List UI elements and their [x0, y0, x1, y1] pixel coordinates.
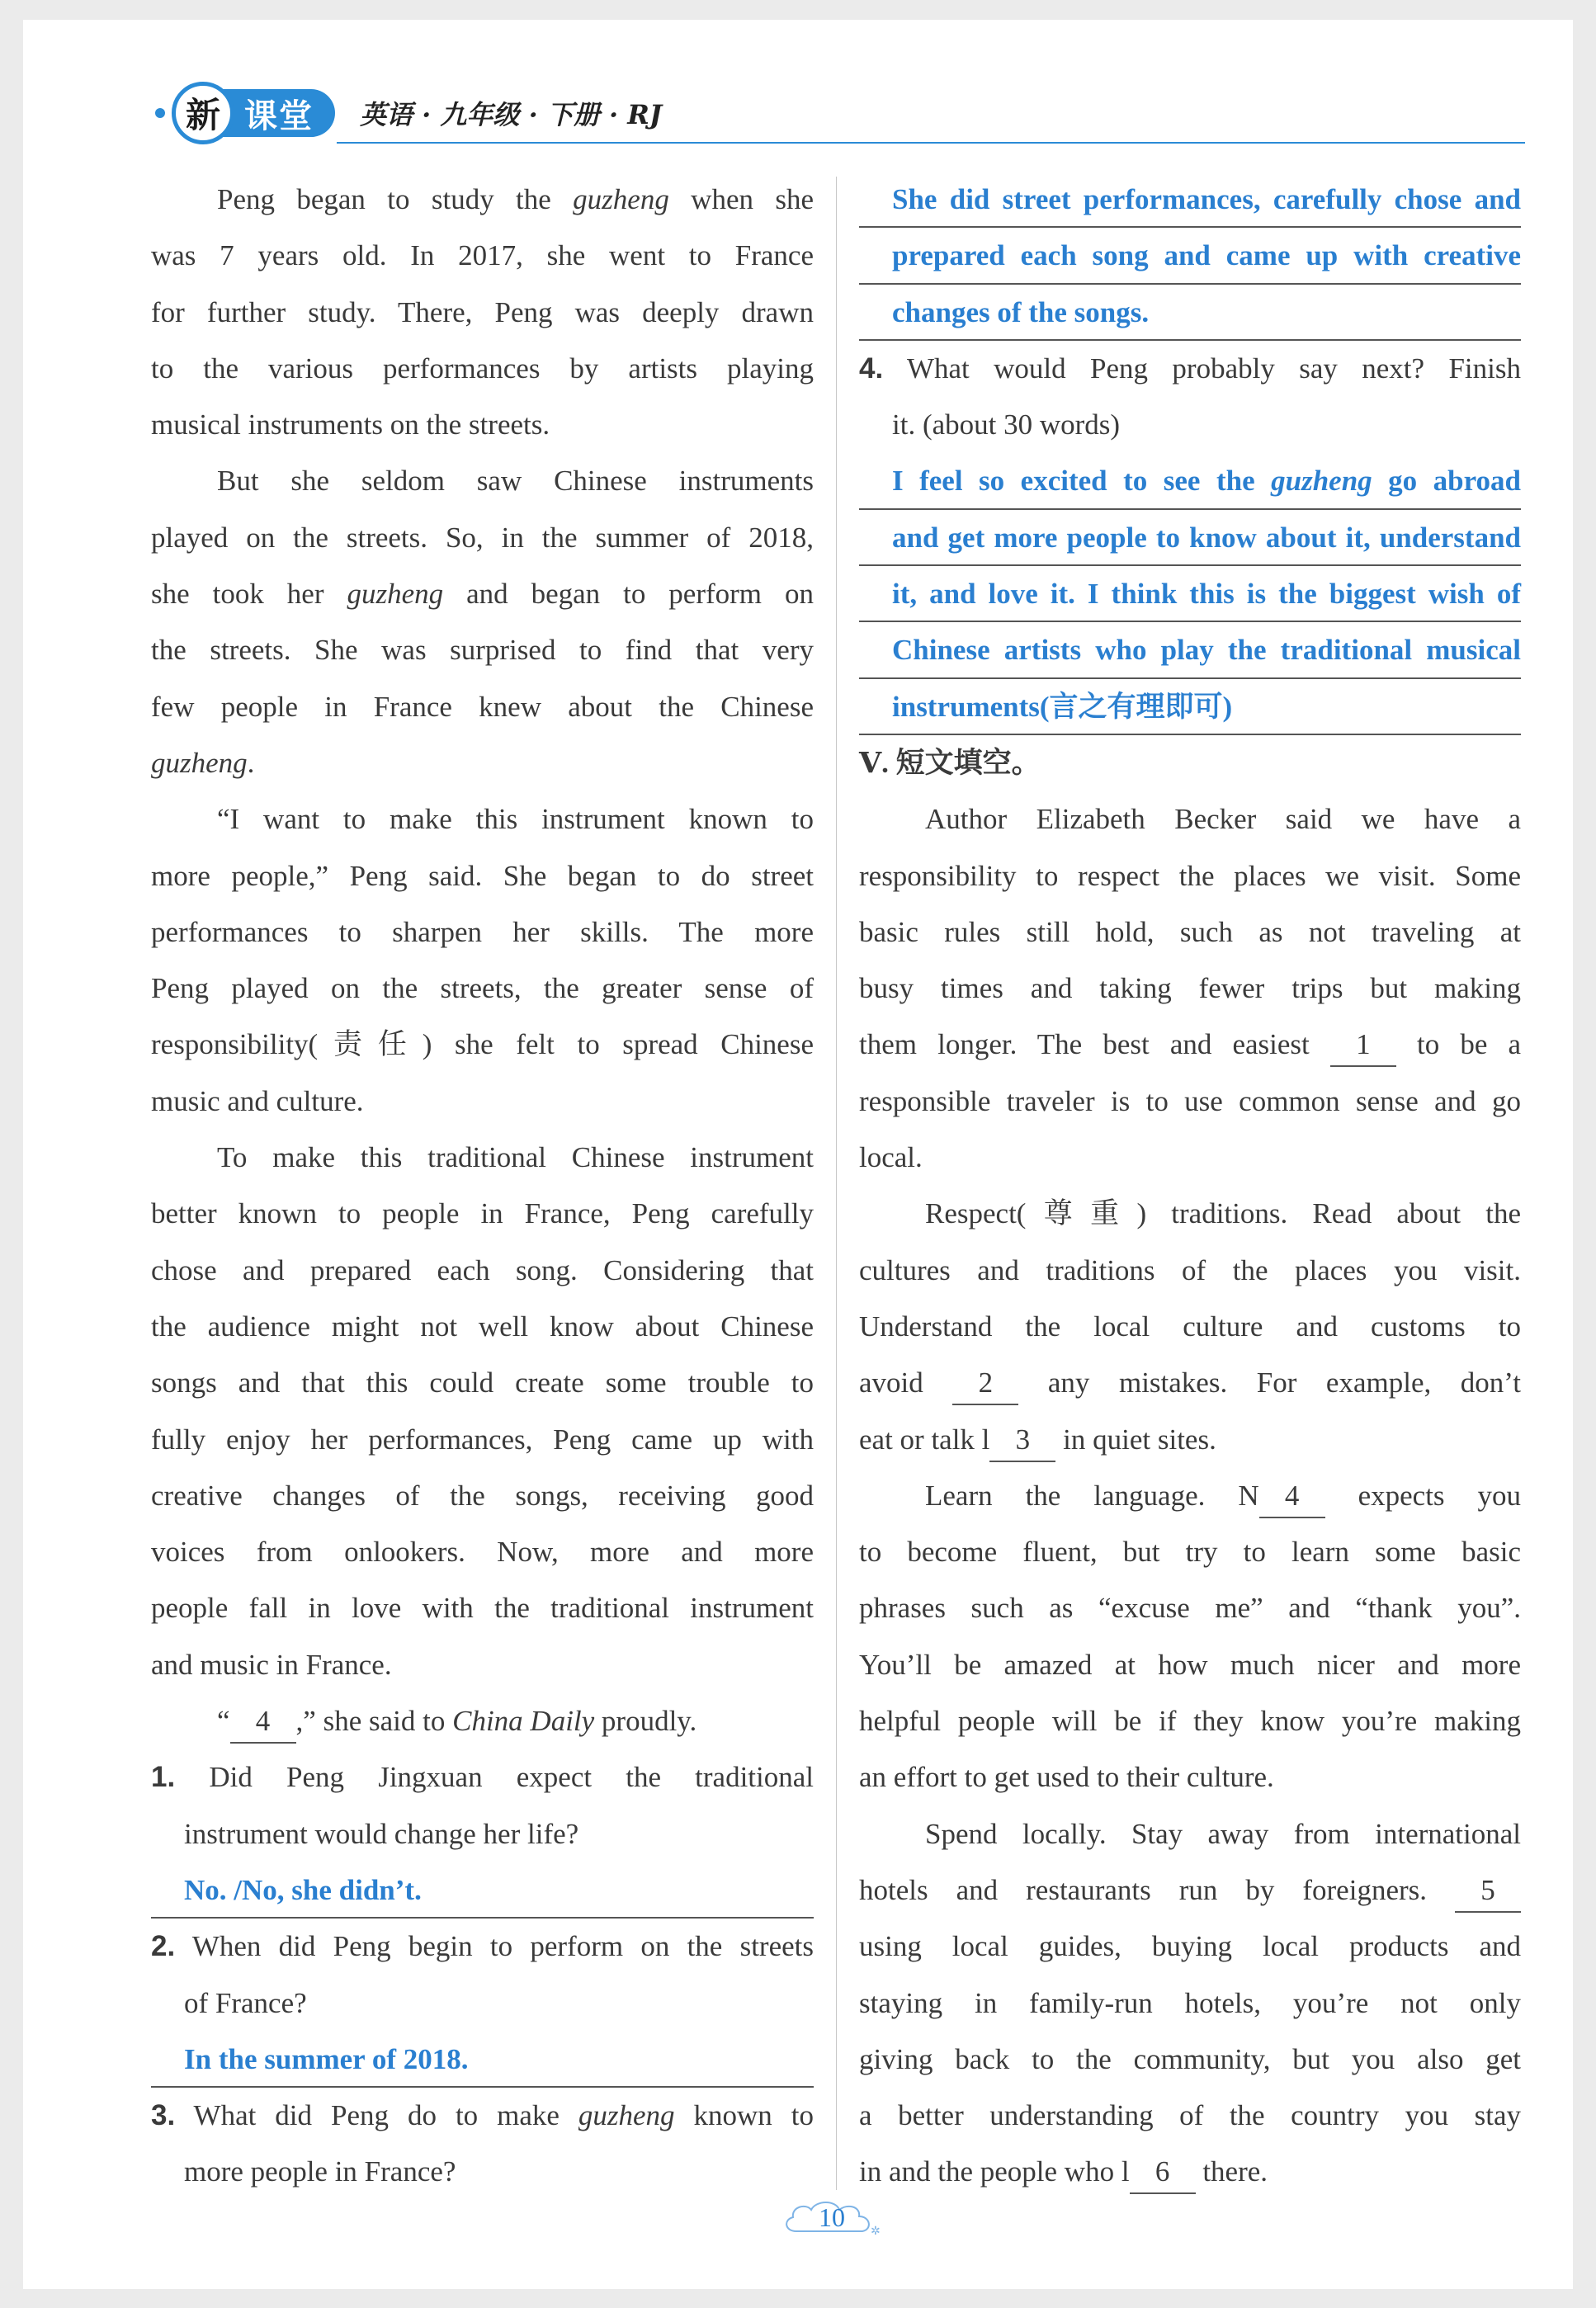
passage-line: in and the people who l 6 there.: [859, 2144, 1521, 2200]
passage-line: responsible traveler is to use common sense and go: [859, 1084, 1521, 1117]
brand-logo-char: 新: [172, 82, 234, 144]
answer-4-line: it, and love it. I think this is the biggest wish of: [859, 566, 1521, 622]
passage-line: staying in family-run hotels, you’re not only: [859, 1986, 1521, 2019]
passage-line: for further study. There, Peng was deeply drawn: [151, 295, 814, 328]
passage-line: using local guides, buying local products and: [859, 1930, 1521, 1963]
answer-4-line: instruments(言之有理即可): [859, 679, 1521, 735]
passage-line: a better understanding of the country you stay: [859, 2099, 1521, 2132]
passage-line: creative changes of the songs, receiving good: [151, 1479, 814, 1512]
passage-line: To make this traditional Chinese instrument: [217, 1141, 814, 1174]
question-line: instrument would change her life?: [184, 1817, 579, 1850]
answer-3-line: prepared each song and came up with creative: [859, 228, 1521, 284]
passage-line: avoid 2 any mistakes. For example, don’t: [859, 1355, 1521, 1411]
blank-3: 3: [989, 1419, 1055, 1462]
blank-1: 1: [1330, 1024, 1396, 1067]
answer-4-line: and get more people to know about it, understand: [859, 510, 1521, 566]
answer-3-line: She did street performances, carefully chose and: [859, 172, 1521, 228]
question-3: 3. What did Peng do to make guzheng known to: [151, 2099, 814, 2132]
passage-line: hotels and restaurants run by foreigners. 5: [859, 1862, 1521, 1919]
answer-2: In the summer of 2018.: [151, 2032, 814, 2088]
passage-line: more people,” Peng said. She began to do street: [151, 859, 814, 892]
passage-line: people fall in love with the traditional instrument: [151, 1592, 814, 1625]
brand-logo-text: 课堂: [223, 89, 335, 137]
left-column: [151, 172, 814, 2201]
passage-line: But she seldom saw Chinese instruments: [217, 465, 814, 498]
passage-line: she took her guzheng and began to perform on: [151, 578, 814, 611]
passage-line: responsibility to respect the places we visit. Some: [859, 859, 1521, 892]
passage-line: Learn the language. N 4 expects you: [859, 1468, 1521, 1524]
header-divider: [337, 142, 1525, 144]
passage-line: was 7 years old. In 2017, she went to France: [151, 239, 814, 272]
book-subtitle: 英语 · 九年级 · 下册 · RJ: [360, 99, 663, 130]
answer-4-line: Chinese artists who play the traditional musical: [859, 622, 1521, 678]
passage-line: Spend locally. Stay away from international: [925, 1817, 1521, 1850]
passage-line: fully enjoy her performances, Peng came up with: [151, 1423, 814, 1456]
question-1: 1. Did Peng Jingxuan expect the traditional: [151, 1761, 815, 1794]
question-line: more people in France?: [184, 2155, 456, 2188]
passage-line: the streets. She was surprised to find that very: [151, 634, 814, 667]
passage-line: cultures and traditions of the places you visit.: [859, 1253, 1521, 1286]
right-column: [859, 172, 1521, 2201]
passage-line: Respect(尊重) traditions. Read about the: [925, 1197, 1521, 1230]
passage-line: eat or talk l 3 in quiet sites.: [859, 1412, 1521, 1468]
passage-line: giving back to the community, but you also get: [859, 2042, 1521, 2075]
question-line: of France?: [184, 1986, 307, 2019]
passage-line: basic rules still hold, such as not traveling at: [859, 915, 1521, 948]
passage-line: songs and that this could create some trouble to: [151, 1366, 814, 1399]
blank-5: 5: [1455, 1870, 1521, 1913]
passage-line: the audience might not well know about Chinese: [151, 1310, 814, 1343]
passage-line: guzheng.: [151, 746, 255, 779]
passage-line: Peng played on the streets, the greater sense of: [151, 972, 814, 1005]
answer-4-line: I feel so excited to see the guzheng go abroad: [859, 453, 1521, 509]
passage-line: You’ll be amazed at how much nicer and more: [859, 1648, 1521, 1681]
passage-line: busy times and taking fewer trips but making: [859, 972, 1521, 1005]
brand-header: [155, 84, 662, 142]
brand-dot-icon: [155, 108, 165, 118]
blank-4: 4: [230, 1701, 296, 1744]
workbook-page: [23, 20, 1573, 2289]
passage-line: played on the streets. So, in the summer of 2018,: [151, 521, 814, 554]
passage-line: responsibility(责任) she felt to spread Chinese: [151, 1028, 814, 1061]
blank-4b: 4: [1259, 1475, 1325, 1518]
passage-line: Author Elizabeth Becker said we have a: [925, 803, 1521, 836]
passage-line: few people in France knew about the Chinese: [151, 690, 814, 723]
answer-1: No. /No, she didn’t.: [151, 1862, 814, 1919]
passage-line: to the various performances by artists playing: [151, 352, 814, 385]
blank-6: 6: [1130, 2151, 1196, 2194]
passage-line: better known to people in France, Peng carefully: [151, 1197, 814, 1230]
passage-line: Understand the local culture and customs to: [859, 1310, 1521, 1343]
passage-line: to become fluent, but try to learn some basic: [859, 1536, 1521, 1569]
passage-line: phrases such as “excuse me” and “thank you”.: [859, 1592, 1521, 1625]
blank-2: 2: [952, 1362, 1018, 1405]
answer-3-line: changes of the songs.: [859, 285, 1521, 341]
passage-line: musical instruments on the streets.: [151, 408, 550, 441]
passage-line: voices from onlookers. Now, more and more: [151, 1536, 814, 1569]
svg-text:✲: ✲: [871, 2225, 881, 2238]
question-2: 2. When did Peng begin to perform on the streets: [151, 1930, 814, 1963]
passage-line: Peng began to study the guzheng when she: [217, 183, 814, 215]
passage-line: “I want to make this instrument known to: [217, 803, 814, 836]
page-number-badge: [778, 2195, 885, 2240]
question-line: it. (about 30 words): [892, 408, 1121, 441]
question-4: 4. What would Peng probably say next? Finish: [859, 352, 1521, 385]
passage-line: and music in France.: [151, 1648, 392, 1681]
column-divider: [836, 177, 837, 2190]
passage-line: them longer. The best and easiest 1 to be a: [859, 1017, 1521, 1073]
page-number: 10: [819, 2202, 845, 2232]
passage-line: local.: [859, 1141, 923, 1174]
passage-line: an effort to get used to their culture.: [859, 1761, 1274, 1794]
passage-line: helpful people will be if they know you’re making: [859, 1705, 1521, 1738]
passage-line: “ 4 ,” she said to China Daily proudly.: [151, 1693, 814, 1749]
section-heading: Ⅴ. 短文填空。: [859, 746, 1041, 779]
passage-line: music and culture.: [151, 1084, 364, 1117]
passage-line: chose and prepared each song. Considering that: [151, 1253, 814, 1286]
passage-line: performances to sharpen her skills. The more: [151, 915, 814, 948]
